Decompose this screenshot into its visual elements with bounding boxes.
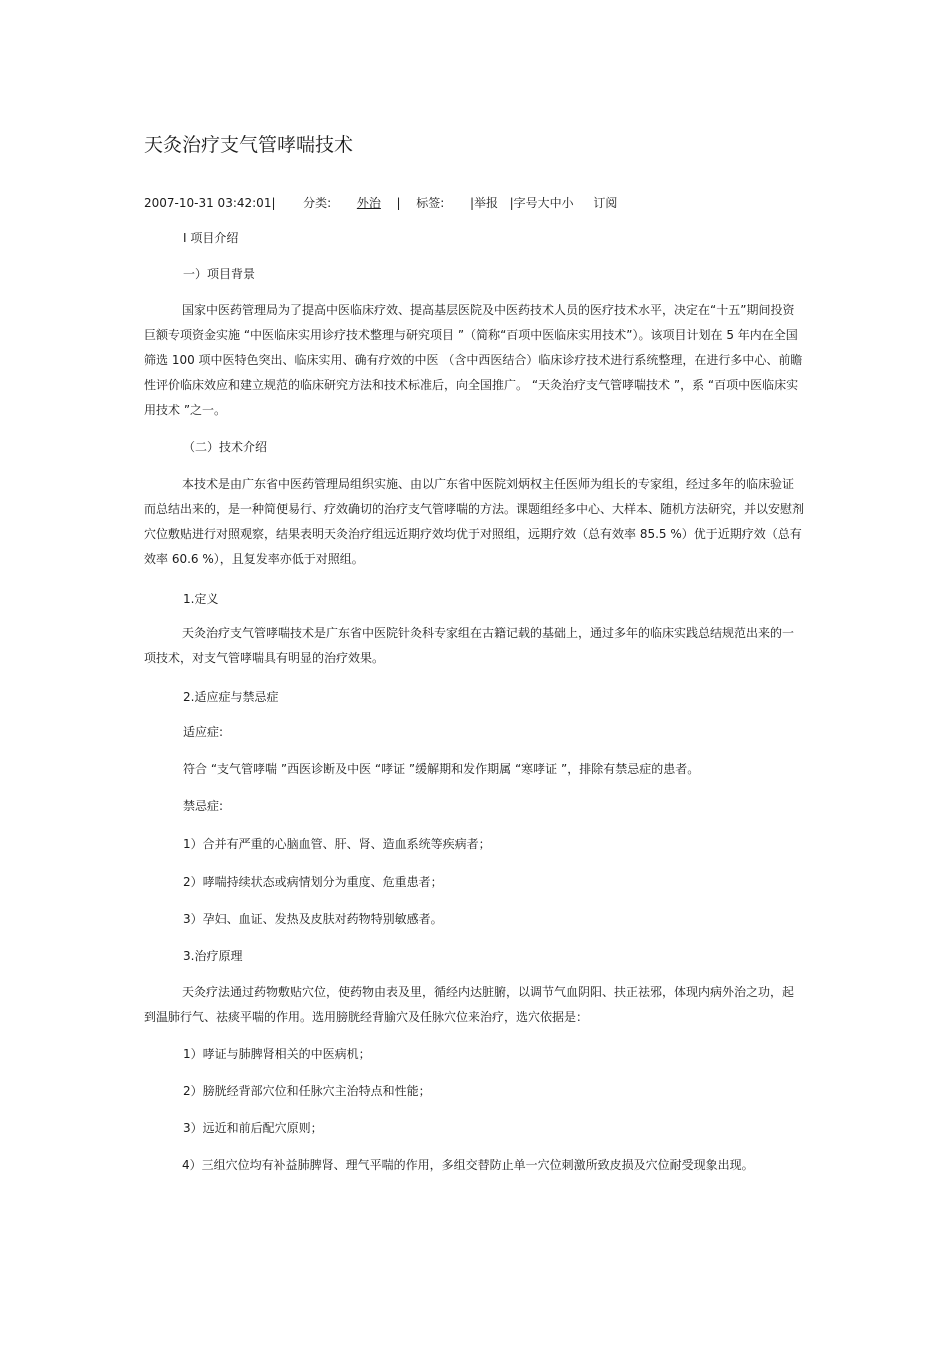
category-label: 分类: (303, 196, 332, 210)
list-item: 4）三组穴位均有补益肺脾肾、理气平喘的作用，多组交替防止单一穴位刺激所致皮损及穴位耐受现象出现。 (182, 1158, 754, 1172)
paragraph-technique: 本技术是由广东省中医药管理局组织实施、由以广东省中医院刘炳权主任医师为组长的专家组，经过多年的临床验证而总结出来的，是一种简便易行、疗效确切的治疗支气管哮喘的方法。课题组经多中心、大样本、随机方法研究，并以安慰剂穴位敷贴进行对照观察，结果表明天灸治疗组远近期疗效均优于对照组，远期疗效（总有效率 85.5 %）优于近期疗效（总有效率 60.6 %），且复发率亦低于对照组。 (144, 477, 805, 566)
heading-principle: 3.治疗原理 (183, 949, 243, 963)
post-datetime: 2007-10-31 03:42:01| (144, 196, 276, 210)
list-item: 1）合并有严重的心脑血管、肝、肾、造血系统等疾病者； (183, 837, 491, 851)
paragraph-principle: 天灸疗法通过药物敷贴穴位，使药物由表及里，循经内达脏腑，以调节气血阴阳、扶正祛邪，体现内病外治之功，起到温肺行气、祛痰平喘的作用。选用膀胱经背腧穴及任脉穴位来治疗，选穴依据是： (144, 985, 795, 1024)
heading-indications: 2.适应症与禁忌症 (183, 690, 279, 704)
tags-label: 标签: (416, 196, 445, 210)
subsection-heading: （二）技术介绍 (183, 440, 268, 454)
indications-text: 符合 “支气管哮喘 ”西医诊断及中医 “哮证 ”缓解期和发作期属 “寒哮证 ”，排除有禁忌症的患者。 (183, 762, 700, 776)
report-link[interactable]: |举报 (469, 196, 498, 210)
list-item: 2）膀胱经背部穴位和任脉穴主治特点和性能； (183, 1084, 431, 1098)
article-meta (144, 194, 617, 211)
paragraph-background: 国家中医药管理局为了提高中医临床疗效、提高基层医院及中医药技术人员的医疗技术水平，决定在“十五”期间投资巨额专项资金实施 “中医临床实用诊疗技术整理与研究项目 ”（简称“百项中医临床实用技术”）。该项目计划在 5 年内在全国筛选 100 项中医特色突出、临床实用、确有疗效的中医 （含中西医结合）临床诊疗技术进行系统整理，在进行多中心、前瞻性评价临床效应和建立规范的临床研究方法和技术标准后，向全国推广。 “天灸治疗支气管哮喘技术 ”，系 “百项中医临床实用技术 ”之一。 (144, 303, 803, 417)
category-link[interactable]: 外治 (356, 196, 381, 210)
font-size-control[interactable]: |字号大中小 (509, 196, 574, 210)
page-title: 天灸治疗支气管哮喘技术 (144, 134, 354, 156)
subsection-heading: 一）项目背景 (183, 267, 256, 281)
indications-label: 适应症: (183, 725, 224, 739)
list-item: 3）远近和前后配穴原则； (183, 1121, 323, 1135)
contraindications-label: 禁忌症: (183, 799, 224, 813)
list-item: 2）哮喘持续状态或病情划分为重度、危重患者； (183, 875, 443, 889)
list-item: 3）孕妇、血证、发热及皮肤对药物特别敏感者。 (183, 912, 443, 926)
list-item: 1）哮证与肺脾肾相关的中医病机； (183, 1047, 371, 1061)
meta-separator: | (396, 196, 401, 210)
subscribe-link[interactable]: 订阅 (593, 196, 618, 210)
heading-definition: 1.定义 (183, 592, 219, 606)
paragraph-definition: 天灸治疗支气管哮喘技术是广东省中医院针灸科专家组在古籍记载的基础上，通过多年的临床实践总结规范出来的一项技术，对支气管哮喘具有明显的治疗效果。 (144, 626, 795, 665)
section-heading: Ⅰ 项目介绍 (183, 231, 239, 245)
